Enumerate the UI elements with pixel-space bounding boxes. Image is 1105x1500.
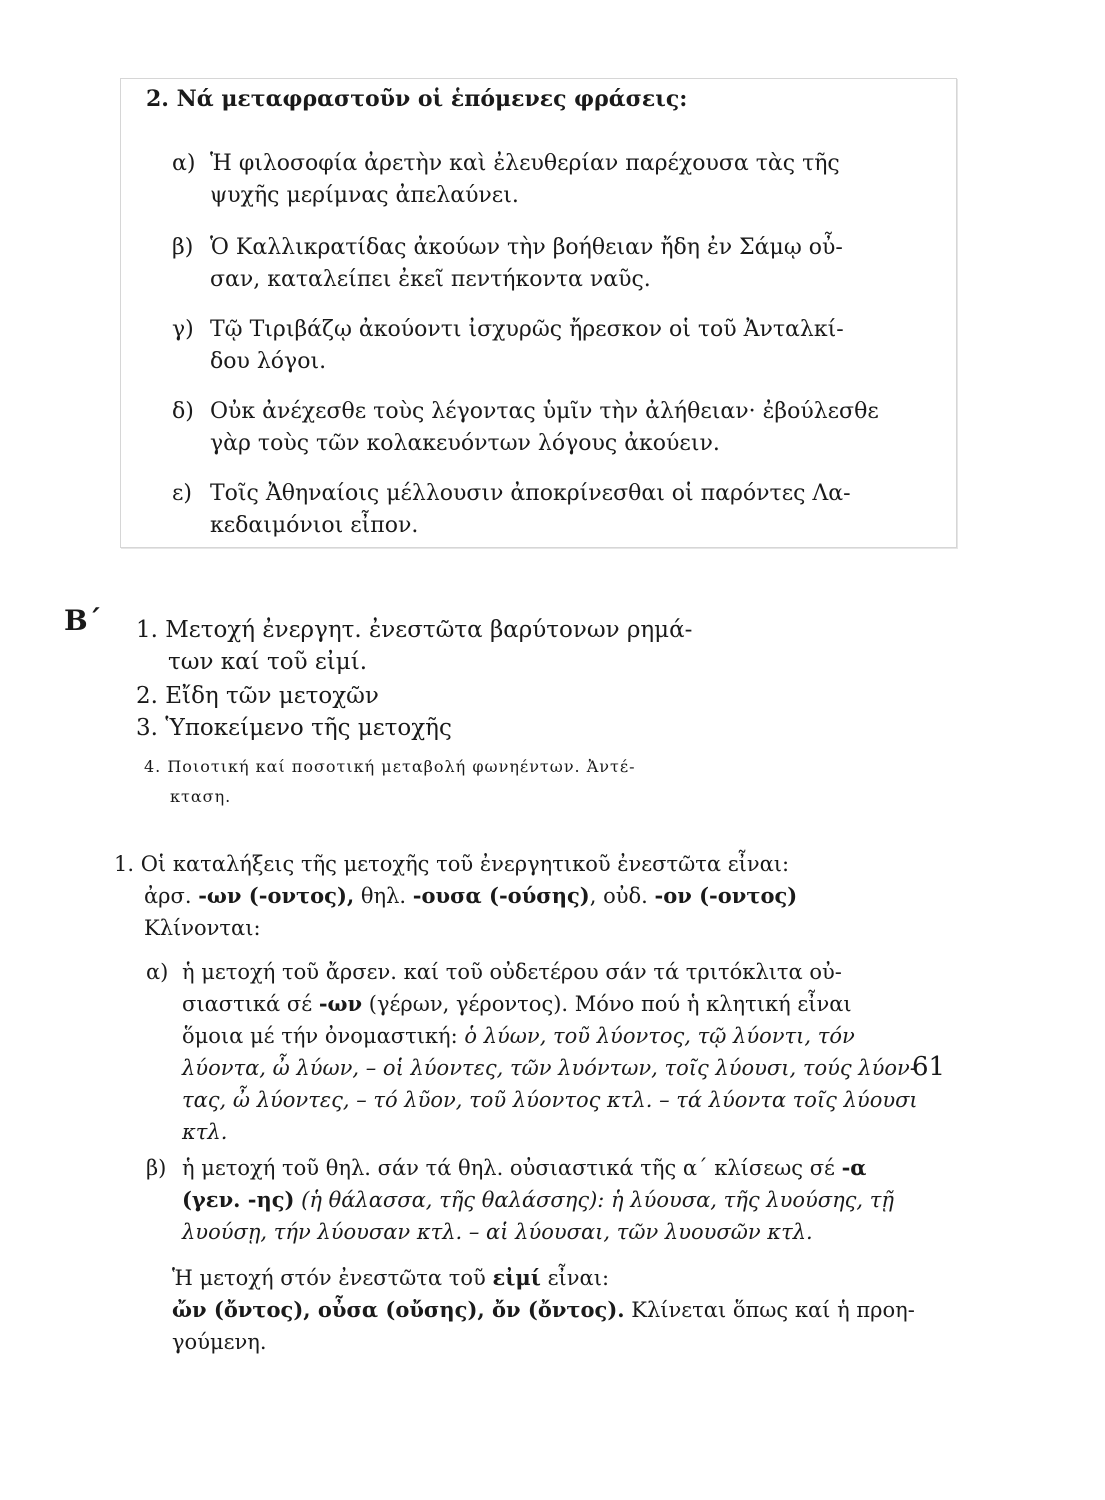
text-line: γούμενη. [172, 1330, 267, 1354]
text-line [146, 1184, 894, 1216]
text-line: 1. Οἱ καταλήξεις τῆς μετοχῆς τοῦ ἐνεργητικοῦ ἐνεστῶτα εἶναι: [114, 852, 790, 876]
text-span: ἡ μετοχή τοῦ θηλ. σάν τά θηλ. οὐσιαστικά τῆς α΄ κλίσεως σέ [182, 1156, 842, 1180]
topic-2: 2. Εἴδη τῶν μετοχῶν [136, 683, 379, 709]
ending: -α [841, 1155, 867, 1180]
ending: -ων [318, 991, 363, 1016]
section-letter: Β΄ [64, 604, 102, 637]
lesson-paragraph-1 [114, 848, 797, 944]
topic-4 [144, 752, 636, 812]
exercise-title: 2. Νά μεταφραστοῦν οἱ ἑπόμενες φράσεις: [146, 86, 688, 112]
text-span: Ἡ μετοχή στόν ἐνεστῶτα τοῦ [172, 1266, 493, 1290]
text-line [146, 988, 918, 1020]
item-line: Ὁ Καλλικρατίδας ἀκούων τὴν βοήθειαν ἤδη ἐν Σάμῳ οὖ- [210, 235, 843, 260]
item-label: α) [146, 960, 169, 984]
item-label: γ) [172, 317, 194, 342]
example-line: λυούσῃ, τήν λύουσαν κτλ. – αἱ λύουσαι, τῶν λυουσῶν κτλ. [182, 1220, 813, 1244]
lesson-eimi [172, 1262, 915, 1358]
ending: (γεν. -ης) [182, 1187, 295, 1212]
item-line: γὰρ τοὺς τῶν κολακευόντων λόγους ἀκούειν. [210, 431, 720, 456]
example-text: (ἡ θάλασσα, τῆς θαλάσσης): ἡ λύουσα, τῆς λυούσης, τῇ [294, 1188, 894, 1212]
topic-line: των καί τοῦ εἰμί. [168, 649, 368, 675]
item-line: σαν, καταλείπει ἐκεῖ πεντήκοντα ναῦς. [210, 267, 651, 292]
page-number: 61 [912, 1052, 946, 1082]
text-span: , οὐδ. [589, 884, 655, 908]
text-line [114, 880, 797, 912]
topic-3: 3. Ὑποκείμενο τῆς μετοχῆς [136, 715, 452, 741]
text-line [172, 1262, 915, 1294]
item-label: β) [146, 1156, 167, 1180]
item-line: Οὐκ ἀνέχεσθε τοὺς λέγοντας ὑμῖν τὴν ἀλήθειαν· ἐβούλεσθε [210, 399, 879, 424]
ending-masc: -ων (-οντος), [198, 883, 355, 908]
text-span: εἶναι: [540, 1266, 610, 1290]
text-span: θηλ. [354, 884, 413, 908]
lesson-alpha [146, 956, 918, 1148]
text-span: ὅμοια μέ τήν ὀνομαστική: [182, 1024, 465, 1048]
text-span: ἀρσ. [144, 884, 199, 908]
exercise-item-e [172, 478, 851, 542]
item-line: ψυχῆς μερίμνας ἀπελαύνει. [210, 183, 519, 208]
item-label: α) [172, 151, 196, 176]
topic-line: κταση. [170, 787, 232, 806]
exercise-item-d [172, 396, 879, 460]
participle-forms: ὤν (ὄντος), οὖσα (οὔσης), ὄν (ὄντος). [172, 1297, 625, 1322]
text-line [172, 1294, 915, 1326]
item-line: Ἡ φιλοσοφία ἀρετὴν καὶ ἐλευθερίαν παρέχουσα τὰς τῆς [210, 151, 840, 176]
lesson-beta [146, 1152, 894, 1248]
item-line: κεδαιμόνιοι εἶπον. [210, 513, 419, 538]
item-line: δου λόγοι. [210, 349, 327, 374]
item-line: Τῷ Τιριβάζῳ ἀκούοντι ἰσχυρῶς ἤρεσκον οἱ τοῦ Ἀνταλκί- [210, 317, 844, 342]
item-label: β) [172, 235, 194, 260]
example-line: κτλ. [182, 1120, 228, 1144]
example-line: λύοντα, ὦ λύων, – οἱ λύοντες, τῶν λυόντων, τοῖς λύουσι, τούς λύον- [182, 1056, 917, 1080]
exercise-item-a [172, 148, 840, 212]
ending-neut: -ον (-οντος) [654, 883, 798, 908]
topic-line: 1. Μετοχή ἐνεργητ. ἐνεστῶτα βαρύτονων ρημά- [136, 617, 693, 643]
example-text: ὁ λύων, τοῦ λύοντος, τῷ λύοντι, τόν [464, 1024, 855, 1048]
text-line [146, 1020, 918, 1052]
exercise-item-c [172, 314, 844, 378]
text-span: (γέρων, γέροντος). Μόνο πού ἡ κλητική εἶναι [362, 992, 852, 1016]
item-label: ε) [172, 481, 192, 506]
example-line: τας, ὦ λύοντες, – τό λῦον, τοῦ λύοντος κτλ. – τά λύοντα τοῖς λύουσι [182, 1088, 918, 1112]
topic-line: 4. Ποιοτική καί ποσοτική μεταβολή φωνηέντων. Ἀντέ- [144, 757, 636, 776]
text-line: ἡ μετοχή τοῦ ἄρσεν. καί τοῦ οὐδετέρου σάν τά τριτόκλιτα οὐ- [182, 960, 842, 984]
ending-fem: -ουσα (-ούσης) [412, 883, 590, 908]
topic-1 [136, 614, 692, 678]
item-line: Τοῖς Ἀθηναίοις μέλλουσιν ἀποκρίνεσθαι οἱ παρόντες Λα- [210, 481, 851, 506]
verb-eimi: εἰμί [492, 1265, 541, 1290]
exercise-item-b [172, 232, 843, 296]
item-label: δ) [172, 399, 194, 424]
text-line: Κλίνονται: [144, 916, 261, 940]
text-span: σιαστικά σέ [182, 992, 319, 1016]
text-span: Κλίνεται ὅπως καί ἡ προη- [624, 1298, 915, 1322]
